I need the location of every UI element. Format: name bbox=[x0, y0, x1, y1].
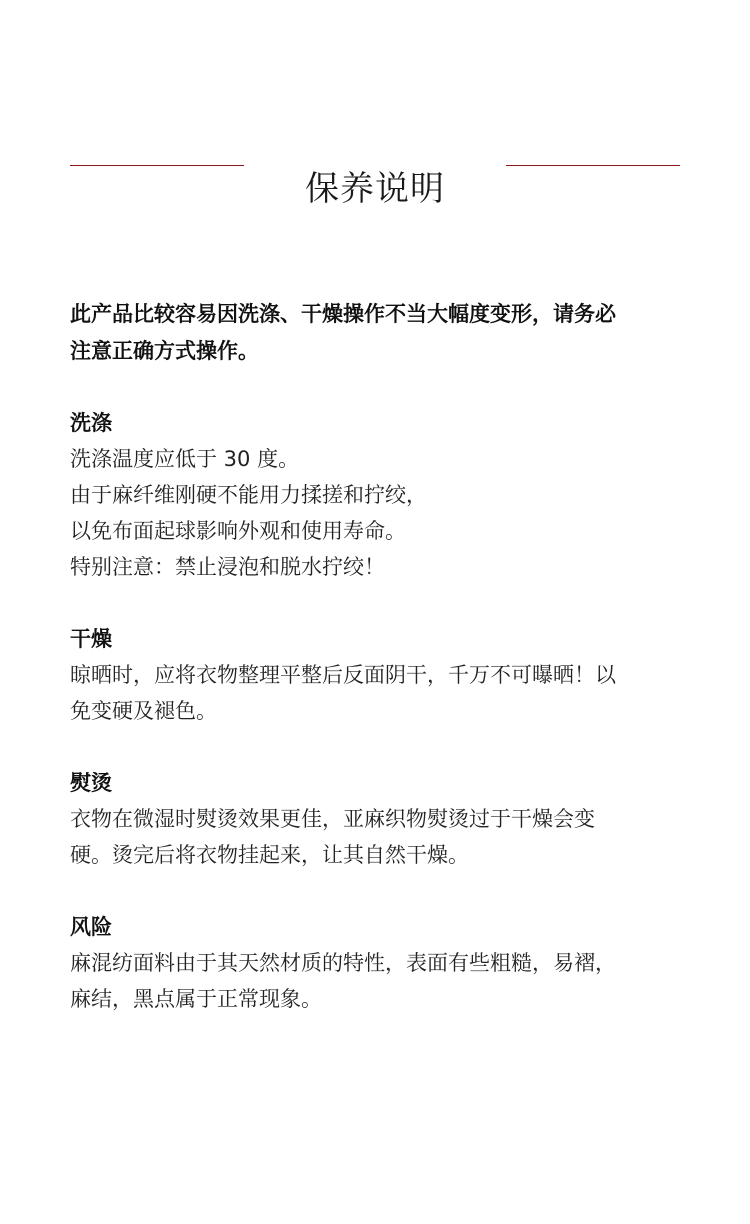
title-divider-right bbox=[506, 165, 680, 166]
page-title: 保养说明 bbox=[305, 168, 445, 209]
section-heading-risks: 风险 bbox=[70, 915, 112, 939]
section-text-line: 衣物在微湿时熨烫效果更佳，亚麻织物熨烫过于干燥会变 bbox=[70, 807, 595, 831]
intro-paragraph bbox=[70, 296, 685, 370]
section-text-line: 由于麻纤维刚硬不能用力揉搓和拧绞， bbox=[70, 483, 427, 507]
section-text-line: 麻混纺面料由于其天然材质的特性，表面有些粗糙，易褶， bbox=[70, 951, 616, 975]
title-row bbox=[0, 138, 750, 209]
intro-line: 此产品比较容易因洗涤、干燥操作不当大幅度变形，请务必 bbox=[70, 302, 616, 326]
section-heading-ironing: 熨烫 bbox=[70, 771, 112, 795]
section-heading-drying: 干燥 bbox=[70, 627, 112, 651]
section-text-line: 麻结，黑点属于正常现象。 bbox=[70, 987, 322, 1011]
section-ironing bbox=[70, 765, 685, 873]
intro-line: 注意正确方式操作。 bbox=[70, 339, 259, 363]
section-text-line: 以免布面起球影响外观和使用寿命。 bbox=[70, 519, 406, 543]
section-washing bbox=[70, 405, 685, 585]
section-text-line: 特别注意：禁止浸泡和脱水拧绞！ bbox=[70, 555, 385, 579]
section-text-line: 晾晒时，应将衣物整理平整后反面阴干，千万不可曝晒！以 bbox=[70, 663, 616, 687]
section-heading-washing: 洗涤 bbox=[70, 411, 112, 435]
section-risks bbox=[70, 909, 685, 1017]
section-text-line: 洗涤温度应低于 30 度。 bbox=[70, 447, 300, 471]
section-text-line: 硬。烫完后将衣物挂起来，让其自然干燥。 bbox=[70, 843, 469, 867]
section-text-line: 免变硬及褪色。 bbox=[70, 699, 217, 723]
section-drying bbox=[70, 621, 685, 729]
